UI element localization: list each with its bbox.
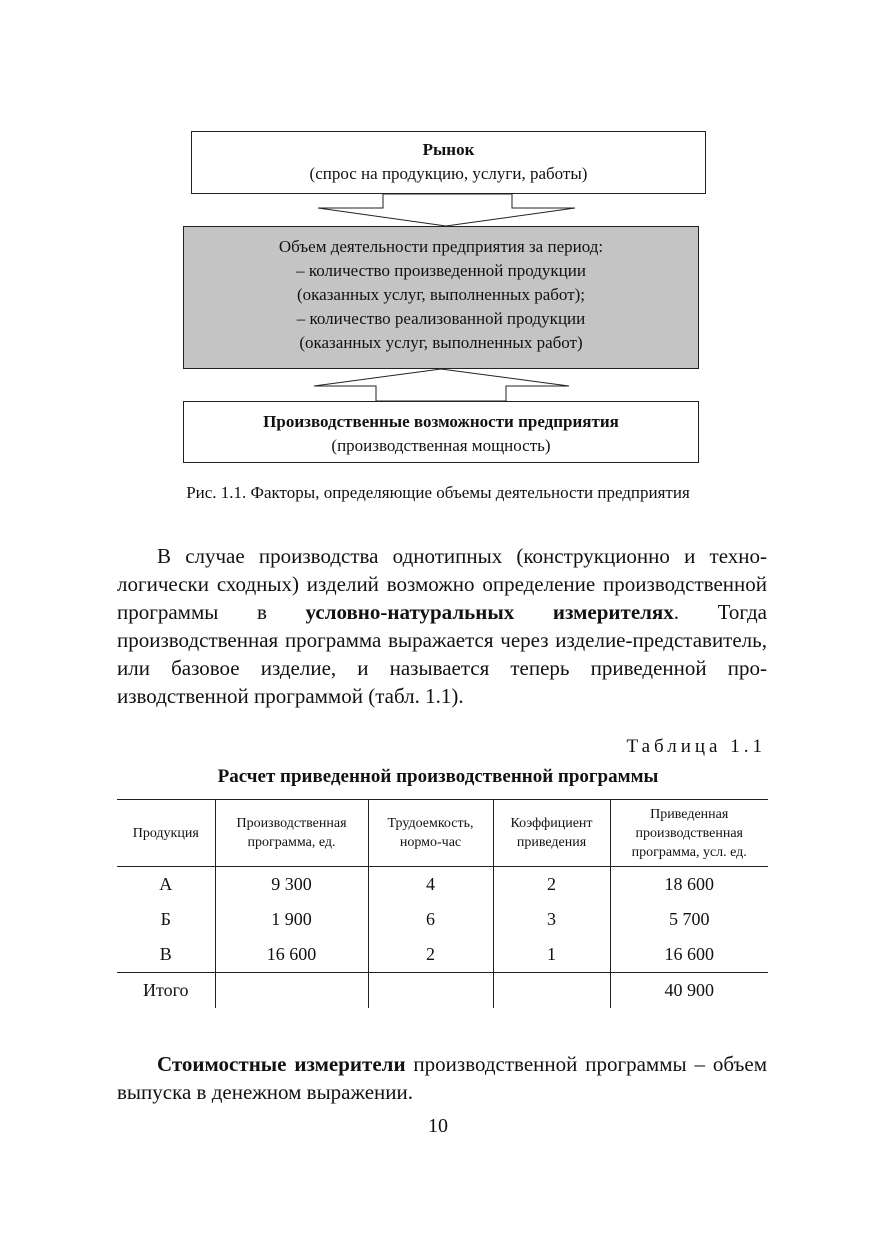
paragraph-2 (117, 1050, 767, 1106)
cell-program: 16 600 (215, 937, 368, 973)
market-title: Рынок (422, 140, 475, 159)
capacity-subtitle: (производственная мощность) (331, 436, 551, 455)
cell-reduced-program: 16 600 (610, 937, 768, 973)
volume-line: Объем деятельности предприятия за период: (278, 237, 604, 256)
header-program: Производственная программа, ед. (215, 800, 368, 867)
cell-total-reduced-program: 40 900 (610, 973, 768, 1009)
paragraph-2-bold-term: Стоимостные измерители (157, 1052, 406, 1076)
cell-labor: 2 (368, 937, 493, 973)
figure-caption: Рис. 1.1. Факторы, определяющие объемы деятельности предприятия (186, 483, 690, 502)
cell-program: 9 300 (215, 867, 368, 903)
cell-total-coefficient (493, 973, 610, 1009)
table-row (117, 937, 768, 973)
paragraph-1-text-start: В случае производства однотипных (конструкционно и технологически сходных) изделий возможно определение производственной программы в (117, 544, 767, 624)
header-labor: Трудоемкость, нормо-час (368, 800, 493, 867)
table-row (117, 867, 768, 903)
market-subtitle: (спрос на продукцию, услуги, работы) (309, 164, 588, 183)
volume-line: – количество реализованной продукции (296, 309, 586, 328)
capacity-title: Производственные возможности предприятия (263, 412, 619, 431)
cell-product: Б (160, 909, 171, 929)
cell-labor: 6 (368, 902, 493, 937)
cell-reduced-program: 18 600 (610, 867, 768, 903)
cell-coefficient: 3 (493, 902, 610, 937)
cell-product: А (159, 874, 173, 894)
table-row (117, 902, 768, 937)
table-total-row (117, 973, 768, 1009)
header-product: Продукция (117, 800, 215, 867)
cell-program: 1 900 (215, 902, 368, 937)
table-title: Расчет приведенной производственной программы (217, 766, 659, 787)
page-number: 10 (428, 1115, 448, 1137)
volume-line: – количество произведенной продукции (296, 261, 586, 280)
cell-product: В (159, 944, 172, 964)
paragraph-1-text-end: . Тогда производственная программа выражается через изделие-представитель, или базовое изделие, и называется теперь приведенной производственной программой (табл. 1.1). (117, 600, 767, 708)
cell-total-label: Итого (117, 973, 215, 1009)
production-capacity-box (183, 401, 699, 463)
activity-volume-box (183, 226, 699, 369)
volume-line: (оказанных услуг, выполненных работ) (299, 333, 583, 352)
arrow-capacity-to-volume (314, 369, 569, 401)
table-number: Таблица 1.1 (626, 736, 766, 757)
table-header-row (117, 800, 768, 867)
cell-total-program (215, 973, 368, 1009)
cell-reduced-program: 5 700 (610, 902, 768, 937)
arrow-market-to-volume (318, 194, 575, 226)
paragraph-1-bold-term: условно-натуральных измерителях (305, 600, 674, 624)
cell-labor: 4 (368, 867, 493, 903)
cell-coefficient: 1 (493, 937, 610, 973)
production-program-table (117, 799, 768, 1008)
cell-total-labor (368, 973, 493, 1009)
header-coefficient: Коэффициент приведения (493, 800, 610, 867)
paragraph-1 (117, 542, 767, 710)
volume-line: (оказанных услуг, выполненных работ); (296, 285, 586, 304)
header-reduced-program: Приведенная производственная программа, усл. ед. (610, 800, 768, 867)
cell-coefficient: 2 (493, 867, 610, 903)
paragraph-2-text: производственной программы – объем выпуска в денежном выражении. (117, 1052, 767, 1104)
